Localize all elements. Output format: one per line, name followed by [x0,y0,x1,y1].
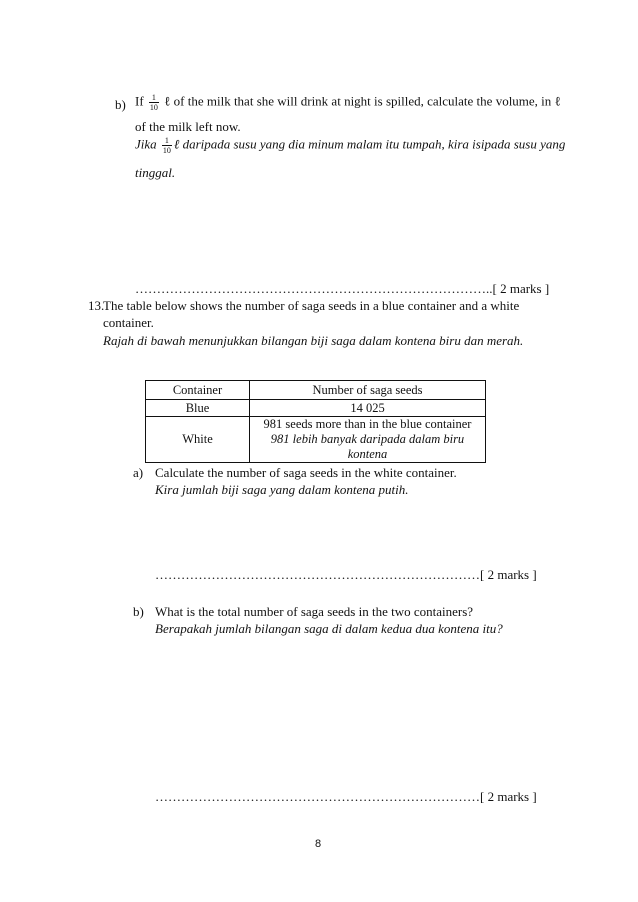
q12b-if-word: If [135,93,144,109]
q13a-english: Calculate the number of saga seeds in the white container. [155,465,457,480]
cell-white-seeds-english: 981 seeds more than in the blue container [263,417,472,431]
header-container: Container [146,381,250,400]
header-number-of-seeds: Number of saga seeds [250,381,486,400]
cell-container-blue: Blue [146,400,250,417]
q13a-answer-line: …………………………………………………………………[ 2 marks ] [155,567,537,582]
q13a-label: a) [133,465,144,480]
table-row [146,417,486,463]
q12b-malay-line2: tinggal. [135,165,176,180]
q13b-label: b) [133,604,144,619]
table-header-row [146,381,486,400]
cell-white-seeds-malay: 981 lebih banyak daripada dalam biru kontena [270,432,465,461]
q12b-english-line2: of the milk left now. [135,119,241,134]
q12b-malay-line1-rest: ℓ daripada susu yang dia minum malam itu tumpah, kira isipada susu yang [173,136,566,152]
q12b-label: b) [115,97,126,112]
q12b-malay-line1 [135,136,565,155]
fraction-one-tenth-malay: $\frac{1}{10}$ [162,136,171,155]
saga-seeds-table [145,380,486,463]
q12b-jika-word: Jika [135,136,157,152]
q12b-answer-line: ………………………………………………………………………..[ 2 marks ] [135,281,550,296]
q13-english-line2: container. [103,315,154,330]
page-number: 8 [315,838,322,850]
cell-white-seeds [250,417,486,463]
q13b-malay: Berapakah jumlah bilangan saga di dalam kedua dua kontena itu? [155,621,503,636]
cell-container-white: White [146,417,250,463]
q13b-answer-line: …………………………………………………………………[ 2 marks ] [155,789,537,804]
fraction-one-tenth: $\frac{1}{10}$ [149,93,158,112]
q12b-english-line1 [135,93,561,112]
table-row [146,400,486,417]
q12b-english-line1-rest: ℓ of the milk that she will drink at night is spilled, calculate the volume, in ℓ [164,93,561,109]
q13a-malay: Kira jumlah biji saga yang dalam kontena putih. [155,482,409,497]
q13-malay-line: Rajah di bawah menunjukkan bilangan biji saga dalam kontena biru dan merah. [103,333,524,348]
cell-blue-seeds: 14 025 [250,400,486,417]
q13b-english: What is the total number of saga seeds in the two containers? [155,604,474,619]
q13-number: 13. [88,298,105,313]
q13-english-line1: The table below shows the number of saga seeds in a blue container and a white [103,298,520,313]
